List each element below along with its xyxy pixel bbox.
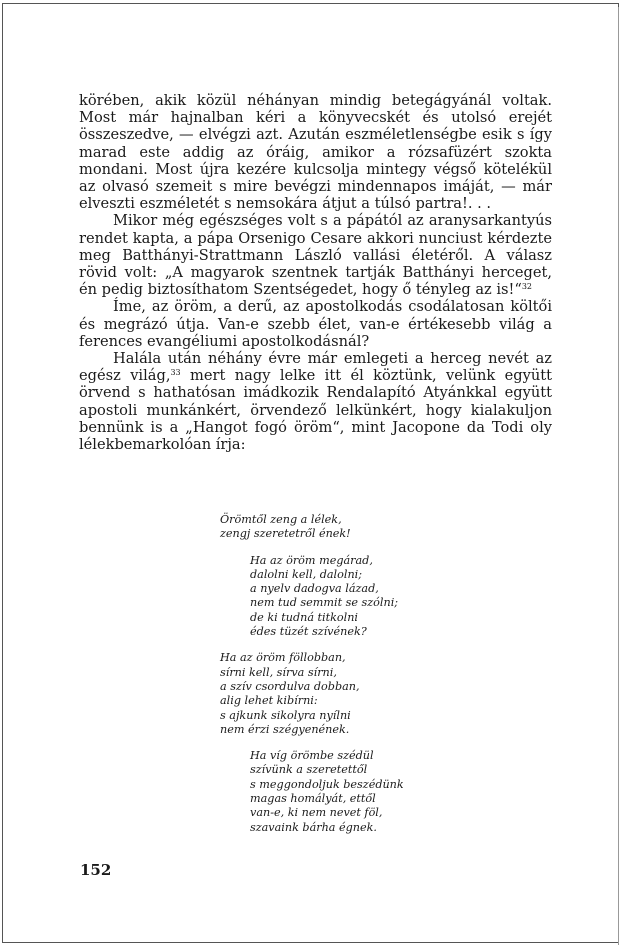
poem-line: Örömtől zeng a lélek, (220, 513, 342, 526)
paragraph-4-text-b: mert nagy lelke itt él köztünk, velünk együtt örvend s hathatósan imádkozik Rendalapító Atyánkkal együtt apostoli munkánkért, örvendező lelkünkért, hogy kialakuljon bennünk is a „Hangot fogó öröm“, mint Jacopone da Todi oly lélekbemarkolóan írja: (79, 367, 552, 454)
poem-line: Ha az öröm föllobban, (220, 651, 346, 665)
paragraph-4 (79, 350, 552, 453)
poem-stanza-4 (220, 749, 560, 835)
poem-line: édes tüzét szívének? (250, 625, 367, 639)
poem-stanza-3 (220, 651, 560, 737)
paragraph-4-text-a: Halála után néhány évre már emlegeti a herceg nevét az egész világ, (79, 350, 552, 385)
poem-line: s ajkunk sikolyra nyílni (220, 708, 351, 722)
poem-line: nem érzi szégyenének. (220, 722, 350, 736)
poem-stanza-2 (220, 554, 560, 640)
poem-stanza-1 (220, 513, 560, 542)
poem-line: s meggondoljuk beszédünk (250, 777, 404, 791)
footnote-ref-32: 32 (521, 282, 533, 292)
poem-line: szavaink bárha égnek. (250, 820, 377, 834)
poem-line: a szív csordulva dobban, (220, 679, 360, 693)
poem-line: zengj szeretetről ének! (220, 527, 351, 541)
paragraph-2 (79, 212, 552, 298)
paragraph-3: Íme, az öröm, a derű, az apostolkodás csodálatosan költői és megrázó útja. Van-e szebb élet, van-e értékesebb világ a ferences evangéliumi apostolkodásnál? (79, 298, 552, 350)
poem-line: szívünk a szeretettől (250, 763, 368, 777)
poem-line: magas homályát, ettől (250, 792, 376, 806)
paragraph-1: körében, akik közül néhányan mindig betegágyánál voltak. Most már hajnalban kéri a könyvecskét és utolsó erejét összeszedve, — elvégzi azt. Azután eszméletlenségbe esik s így marad este addig az óráig, amikor a rózsafüzért szokta mondani. Most újra kezére kulcsolja mintegy végső kötelékül az olvasó szemeit s mire bevégzi mindennapos imáját, — már elveszti eszméletét s nemsokára átjut a túlsó partra!. . . (79, 92, 552, 213)
poem-line: nem tud semmit se szólni; (250, 596, 399, 610)
poem-line: a nyelv dadogva lázad, (250, 582, 379, 596)
poem-line: dalolni kell, dalolni; (250, 567, 363, 581)
footnote-ref-33: 33 (170, 368, 181, 378)
poem-line: alig lehet kibírni: (220, 694, 318, 708)
poem-line: de ki tudná titkolni (250, 610, 358, 624)
poem (220, 513, 560, 847)
poem-line: Ha az öröm megárad, (250, 553, 373, 567)
paragraph-2-text: Mikor még egészséges volt s a pápától az aranysarkantyús rendet kapta, a pápa Orsenigo Cesare akkori nunciust kérdezte meg Batthányi-Strattmann László vallási életéről. A válasz rövid volt: „A magyarok szentnek tartják Batthányi herceget, én pedig biztosíthatom Szentségedet, hogy ő tényleg az is!“ (79, 212, 552, 299)
page-number: 152 (80, 861, 112, 879)
poem-line: van-e, ki nem nevet föl, (250, 806, 383, 820)
poem-line: Ha víg örömbe szédül (250, 749, 374, 763)
poem-line: sírni kell, sírva sírni, (220, 665, 337, 679)
body-text (79, 92, 552, 453)
